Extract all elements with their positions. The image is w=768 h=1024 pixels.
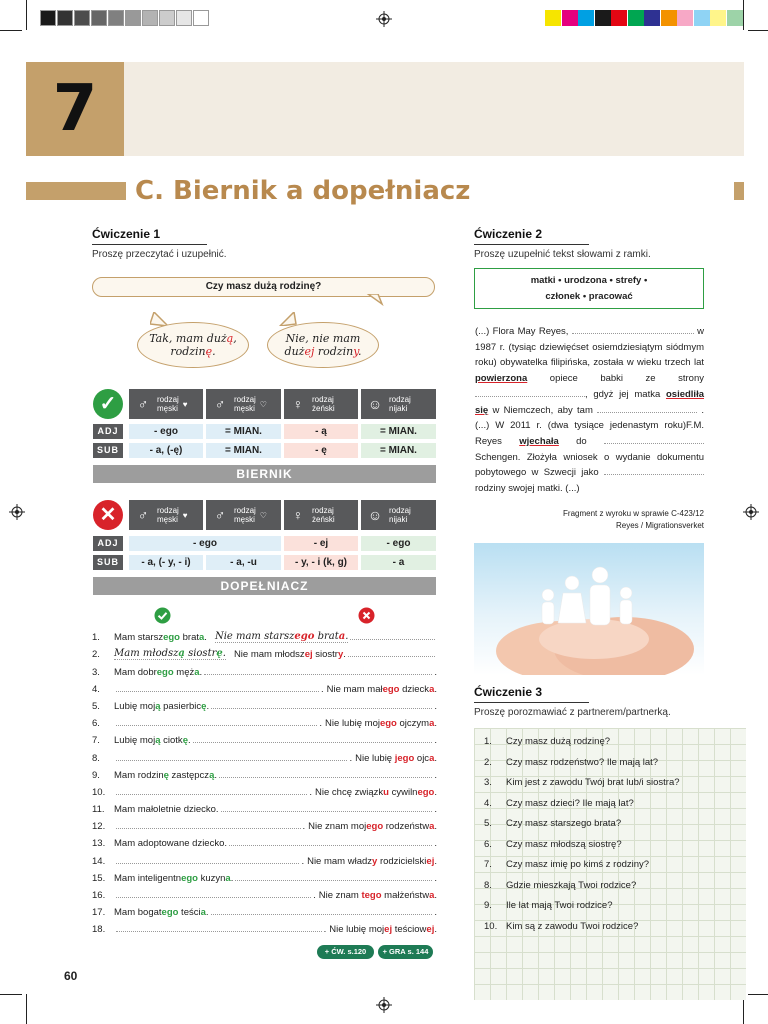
gray-swatch xyxy=(57,10,73,26)
answer-blank[interactable] xyxy=(116,691,319,692)
header-masc-personal xyxy=(129,500,203,530)
color-swatch xyxy=(628,10,644,26)
dopelniacz-sub-cell: - y, - i (k, g) xyxy=(284,555,358,570)
woman-icon: ♀ xyxy=(292,506,304,523)
dopelniacz-sub-cell: - a, (- y, - i) xyxy=(129,555,203,570)
color-swatch xyxy=(727,10,743,26)
exercise-row: 12. . Nie znam mojego rodzeństwa. xyxy=(92,821,437,833)
ex3-heading-underline xyxy=(474,702,589,703)
biernik-adj-cell: - ą xyxy=(284,424,358,439)
question-number: 2. xyxy=(484,756,492,768)
row-number: 16. xyxy=(92,890,106,901)
answer-blank[interactable] xyxy=(116,828,301,829)
crop-mark xyxy=(26,994,27,1024)
row-number: 18. xyxy=(92,924,106,936)
title-accent-bar xyxy=(26,182,126,200)
crop-mark xyxy=(0,30,22,31)
row-number: 17. xyxy=(92,907,106,919)
color-swatch xyxy=(562,10,578,26)
question-text: Czy masz starszego brata? xyxy=(506,818,622,829)
header-masc-personal xyxy=(129,389,203,419)
exercise-row: 15. Mam inteligentnego kuzyna. . xyxy=(92,872,437,884)
exercise-row: 10. . Nie chcę związku cywilnego. xyxy=(92,786,437,798)
header-label: rodzaj męski xyxy=(234,395,256,413)
dopelniacz-label: DOPEŁNIACZ xyxy=(93,577,436,595)
man-icon: ♂ xyxy=(214,395,226,412)
header-label: rodzaj nijaki xyxy=(389,506,411,524)
question-bubble: Czy masz dużą rodzinę? xyxy=(92,277,435,297)
gap-blank[interactable] xyxy=(475,387,585,397)
chapter-number: 7 xyxy=(26,62,124,156)
ex2-text: (...) Flora May Reyes, w 1987 r. (tysiąc dziewięćset osiemdziesiątym siódmym roku) obywatelka filipińska, została w wieku trzech lat powierzona opiece babki ze strony , gdyż jej matka osiedliła się w Niemczech, aby tam . (...) W 2011 r. (dwa tysiące jedenastym roku)F.M. Reyes wjechała do Schengen. Złożyła wniosek o wydanie dokumentu pobytowego w Szwecji jako rodziny swojej matki. (...) xyxy=(475,326,704,495)
no-heart-icon: ♡ xyxy=(259,510,267,520)
ex2-heading-underline xyxy=(474,244,589,245)
question-number: 8. xyxy=(484,879,492,891)
given-sentence: Nie znam mojego rodzeństwa. xyxy=(308,821,437,833)
cross-icon: ✕ xyxy=(93,500,123,530)
question-text: Kim jest z zawodu Twój brat lub/i siostra? xyxy=(506,777,680,788)
exercise-row xyxy=(92,643,437,660)
gray-swatch xyxy=(91,10,107,26)
handwritten-answer: Nie mam starszego brata. xyxy=(214,631,349,643)
crop-mark xyxy=(26,0,27,30)
question-number: 1. xyxy=(484,736,492,747)
header-masc-nonpersonal xyxy=(206,389,281,419)
gray-swatch xyxy=(40,10,56,26)
child-icon: ☺ xyxy=(367,506,383,523)
answer-no-bubble: Nie, nie mam dużej rodziny. xyxy=(267,322,379,368)
crop-mark xyxy=(748,30,768,31)
small-cross-icon xyxy=(358,607,375,624)
gray-swatch xyxy=(74,10,90,26)
ex3-list xyxy=(484,736,714,941)
registration-mark-icon xyxy=(376,11,392,27)
answer-blank[interactable] xyxy=(348,656,435,657)
registration-mark-icon xyxy=(9,504,25,520)
color-swatch xyxy=(694,10,710,26)
dopelniacz-adj-cell: - ego xyxy=(129,536,281,551)
question-text: Czy masz dużą rodzinę? xyxy=(506,736,611,747)
given-sentence: Nie mam młodszej siostry. xyxy=(233,649,346,661)
row-number: 9. xyxy=(92,769,100,781)
ex3-heading: Ćwiczenie 3 xyxy=(474,685,543,699)
dopelniacz-sub-cell: - a xyxy=(361,555,436,570)
question-number: 6. xyxy=(484,838,492,850)
row-number: 4. xyxy=(92,683,100,695)
question-item xyxy=(484,859,714,880)
color-swatch xyxy=(677,10,693,26)
color-swatch xyxy=(710,10,726,26)
ex2-header xyxy=(474,227,704,260)
gap-blank[interactable] xyxy=(572,324,694,334)
gray-swatch xyxy=(125,10,141,26)
given-sentence: Nie chcę związku cywilnego. xyxy=(315,786,437,798)
question-item xyxy=(484,777,714,798)
header-label: rodzaj żeński xyxy=(312,395,335,413)
dopelniacz-adj-cell: - ej xyxy=(284,536,358,551)
biernik-sub-cell: - a, (-ę) xyxy=(129,443,203,458)
question-text: Kim są z zawodu Twoi rodzice? xyxy=(506,920,639,932)
gray-swatch xyxy=(142,10,158,26)
section-title: C. Biernik a dopełniacz xyxy=(135,176,471,206)
question-item xyxy=(484,839,714,860)
answer-blank[interactable] xyxy=(229,845,432,846)
header-label: rodzaj żeński xyxy=(312,506,335,524)
row-number: 12. xyxy=(92,821,106,833)
title-accent-bar xyxy=(734,182,744,200)
row-number: 7. xyxy=(92,735,100,747)
man-icon: ♂ xyxy=(214,506,226,523)
gray-swatch xyxy=(176,10,192,26)
header-label: rodzaj męski xyxy=(157,395,179,413)
answer-blank[interactable] xyxy=(211,914,433,915)
question-text: Czy masz imię po kimś z rodziny? xyxy=(506,859,650,870)
given-sentence: Nie mam małego dziecka. xyxy=(326,683,437,695)
question-text: Czy masz dzieci? Ile mają lat? xyxy=(506,797,634,809)
gap-blank[interactable] xyxy=(604,434,704,444)
exercise-row: 3. Mam dobrego męża. . xyxy=(92,666,437,678)
ex2-heading: Ćwiczenie 2 xyxy=(474,227,543,241)
question-number: 7. xyxy=(484,859,492,870)
biernik-sub-cell: = MIAN. xyxy=(206,443,281,458)
registration-mark-icon xyxy=(743,504,759,520)
exercise-row: 4. . Nie mam małego dziecka. xyxy=(92,683,437,695)
question-text: Czy masz młodszą siostrę? xyxy=(506,838,622,850)
question-number: 4. xyxy=(484,797,492,809)
color-swatch xyxy=(578,10,594,26)
answer-blank[interactable] xyxy=(193,742,433,743)
answer-blank[interactable] xyxy=(221,811,433,812)
ex1-header xyxy=(92,227,437,260)
question-number: 9. xyxy=(484,900,492,911)
header-feminine xyxy=(284,389,358,419)
question-item xyxy=(484,880,714,901)
given-sentence: Mam starszego brata. xyxy=(114,632,207,644)
sub-label: SUB xyxy=(93,555,123,570)
exercise-row: 7. Lubię moją ciotkę. . xyxy=(92,735,437,747)
given-sentence: Mam adoptowane dziecko. xyxy=(114,838,228,850)
row-number: 11. xyxy=(92,804,105,816)
given-sentence: Nie lubię mojego ojczyma. xyxy=(325,718,437,730)
gap-blank[interactable] xyxy=(597,403,697,413)
given-sentence: Mam bogatego teścia. xyxy=(114,907,209,919)
answer-blank[interactable] xyxy=(116,931,322,932)
question-number: 10. xyxy=(484,920,498,932)
question-text: Gdzie mieszkają Twoi rodzice? xyxy=(506,879,637,891)
row-number: 1. xyxy=(92,632,100,644)
given-sentence: Nie lubię mojej teściowej. xyxy=(329,924,437,936)
given-sentence: Mam małoletnie dziecko. xyxy=(114,804,219,816)
given-sentence: Lubię moją pasierbicę. xyxy=(114,700,210,712)
word-box-line: członek • pracować xyxy=(545,291,633,302)
handwritten-answer: Mam młodszą siostrę. xyxy=(114,648,226,660)
adj-label: ADJ xyxy=(93,424,123,439)
man-icon: ♂ xyxy=(137,506,149,523)
header-feminine xyxy=(284,500,358,530)
answer-blank[interactable] xyxy=(204,674,432,675)
crop-mark xyxy=(743,0,744,30)
source-caption: Fragment z wyroku w sprawie C-423/12 Reyes / Migrationsverket xyxy=(563,509,704,530)
question-item xyxy=(484,818,714,839)
biernik-sub-cell: = MIAN. xyxy=(361,443,436,458)
answer-blank[interactable] xyxy=(235,880,432,881)
chapter-banner xyxy=(124,62,744,156)
heart-icon: ♥ xyxy=(182,399,188,409)
woman-icon: ♀ xyxy=(292,395,304,412)
answer-yes-bubble: Tak, mam dużą, rodzinę. xyxy=(137,322,249,368)
heart-icon: ♥ xyxy=(182,510,188,520)
header-neuter xyxy=(361,389,436,419)
biernik-adj-cell: - ego xyxy=(129,424,203,439)
header-neuter xyxy=(361,500,436,530)
word-box-line: matki • urodzona • strefy • xyxy=(530,275,648,286)
gray-swatch xyxy=(159,10,175,26)
row-number: 14. xyxy=(92,855,106,867)
ex2-instruction: Proszę uzupełnić tekst słowami z ramki. xyxy=(474,249,651,260)
given-sentence: Mam dobrego męża. xyxy=(114,666,203,678)
answer-blank[interactable] xyxy=(116,794,307,795)
exercise-row: 16. . Nie znam tego małżeństwa. xyxy=(92,890,437,901)
exercise-row: 18. . Nie lubię mojej teściowej. xyxy=(92,924,437,936)
bubble-tail xyxy=(366,294,386,306)
answer-blank[interactable] xyxy=(211,708,432,709)
crop-mark xyxy=(748,994,768,995)
page-number: 60 xyxy=(64,969,78,983)
gap-blank[interactable] xyxy=(604,465,704,475)
ex1-heading-underline xyxy=(92,244,207,245)
hands-family-illustration xyxy=(474,543,704,675)
registration-mark-icon xyxy=(376,997,392,1013)
ref-badge-exercises[interactable]: + ĆW. s.120 xyxy=(317,945,374,959)
row-number: 10. xyxy=(92,786,106,798)
child-icon: ☺ xyxy=(367,395,383,412)
exercise-row: 8. . Nie lubię jego ojca. xyxy=(92,752,437,764)
header-label: rodzaj nijaki xyxy=(389,395,411,413)
row-number: 2. xyxy=(92,649,100,661)
answer-blank[interactable] xyxy=(350,639,435,640)
color-swatch xyxy=(661,10,677,26)
biernik-adj-cell: = MIAN. xyxy=(361,424,436,439)
dopelniacz-sub-cell: - a, -u xyxy=(206,555,281,570)
question-item xyxy=(484,921,714,942)
question-item xyxy=(484,757,714,778)
exercise-row: 11. Mam małoletnie dziecko. . xyxy=(92,804,437,816)
header-masc-nonpersonal xyxy=(206,500,281,530)
header-label: rodzaj męski xyxy=(234,506,256,524)
gray-swatch xyxy=(193,10,209,26)
question-item xyxy=(484,900,714,921)
given-sentence: Nie mam władzy rodzicielskiej. xyxy=(307,855,437,867)
answer-blank[interactable] xyxy=(116,897,311,898)
row-number: 15. xyxy=(92,872,106,884)
row-number: 8. xyxy=(92,752,100,764)
color-swatch xyxy=(545,10,561,26)
question-text: Czy masz rodzeństwo? Ile mają lat? xyxy=(506,756,659,768)
row-number: 5. xyxy=(92,700,100,712)
question-item xyxy=(484,798,714,819)
check-icon: ✓ xyxy=(93,389,123,419)
crop-mark xyxy=(0,994,22,995)
exercise-row: 14. . Nie mam władzy rodzicielskiej. xyxy=(92,855,437,867)
header-label: rodzaj męski xyxy=(157,506,179,524)
exercise-row: 5. Lubię moją pasierbicę. . xyxy=(92,700,437,712)
answer-blank[interactable] xyxy=(116,725,317,726)
exercise-row xyxy=(92,626,437,643)
gray-swatch xyxy=(108,10,124,26)
row-number: 6. xyxy=(92,718,100,730)
exercise-row: 6. . Nie lubię mojego ojczyma. xyxy=(92,718,437,730)
answer-blank[interactable] xyxy=(219,777,432,778)
question-item xyxy=(484,736,714,757)
no-heart-icon: ♡ xyxy=(259,399,267,409)
ex1-instruction: Proszę przeczytać i uzupełnić. xyxy=(92,249,227,260)
given-sentence: Nie lubię jego ojca. xyxy=(355,752,437,764)
question-number: 5. xyxy=(484,818,492,829)
exercise-row: 17. Mam bogatego teścia. . xyxy=(92,907,437,919)
biernik-adj-cell: = MIAN. xyxy=(206,424,281,439)
exercise-row: 9. Mam rodzinę zastępczą. . xyxy=(92,769,437,781)
dopelniacz-adj-cell: - ego xyxy=(361,536,436,551)
row-number: 13. xyxy=(92,838,106,850)
ex3-instruction: Proszę porozmawiać z partnerem/partnerką. xyxy=(474,707,671,718)
biernik-sub-cell: - ę xyxy=(284,443,358,458)
color-swatch xyxy=(611,10,627,26)
color-swatch xyxy=(644,10,660,26)
question-number: 3. xyxy=(484,777,492,788)
given-sentence: Lubię moją ciotkę. xyxy=(114,735,191,747)
small-check-icon xyxy=(154,607,171,624)
biernik-label: BIERNIK xyxy=(93,465,436,483)
ref-badge-grammar[interactable]: + GRA s. 144 xyxy=(378,945,433,959)
given-sentence: Mam rodzinę zastępczą. xyxy=(114,769,217,781)
color-swatch xyxy=(595,10,611,26)
answer-blank[interactable] xyxy=(116,760,347,761)
word-box xyxy=(474,268,704,309)
ex3-header xyxy=(474,685,704,718)
row-number: 3. xyxy=(92,666,100,678)
adj-label: ADJ xyxy=(93,536,123,551)
ex1-list xyxy=(92,626,437,935)
question-text: Ile lat mają Twoi rodzice? xyxy=(506,900,613,911)
given-sentence: Mam inteligentnego kuzyna. xyxy=(114,872,234,884)
exercise-row: 13. Mam adoptowane dziecko. . xyxy=(92,838,437,850)
ex1-heading: Ćwiczenie 1 xyxy=(92,227,161,241)
sub-label: SUB xyxy=(93,443,123,458)
family-hands-photo xyxy=(474,543,704,675)
given-sentence: Nie znam tego małżeństwa. xyxy=(318,890,437,901)
man-icon: ♂ xyxy=(137,395,149,412)
answer-blank[interactable] xyxy=(116,863,299,864)
